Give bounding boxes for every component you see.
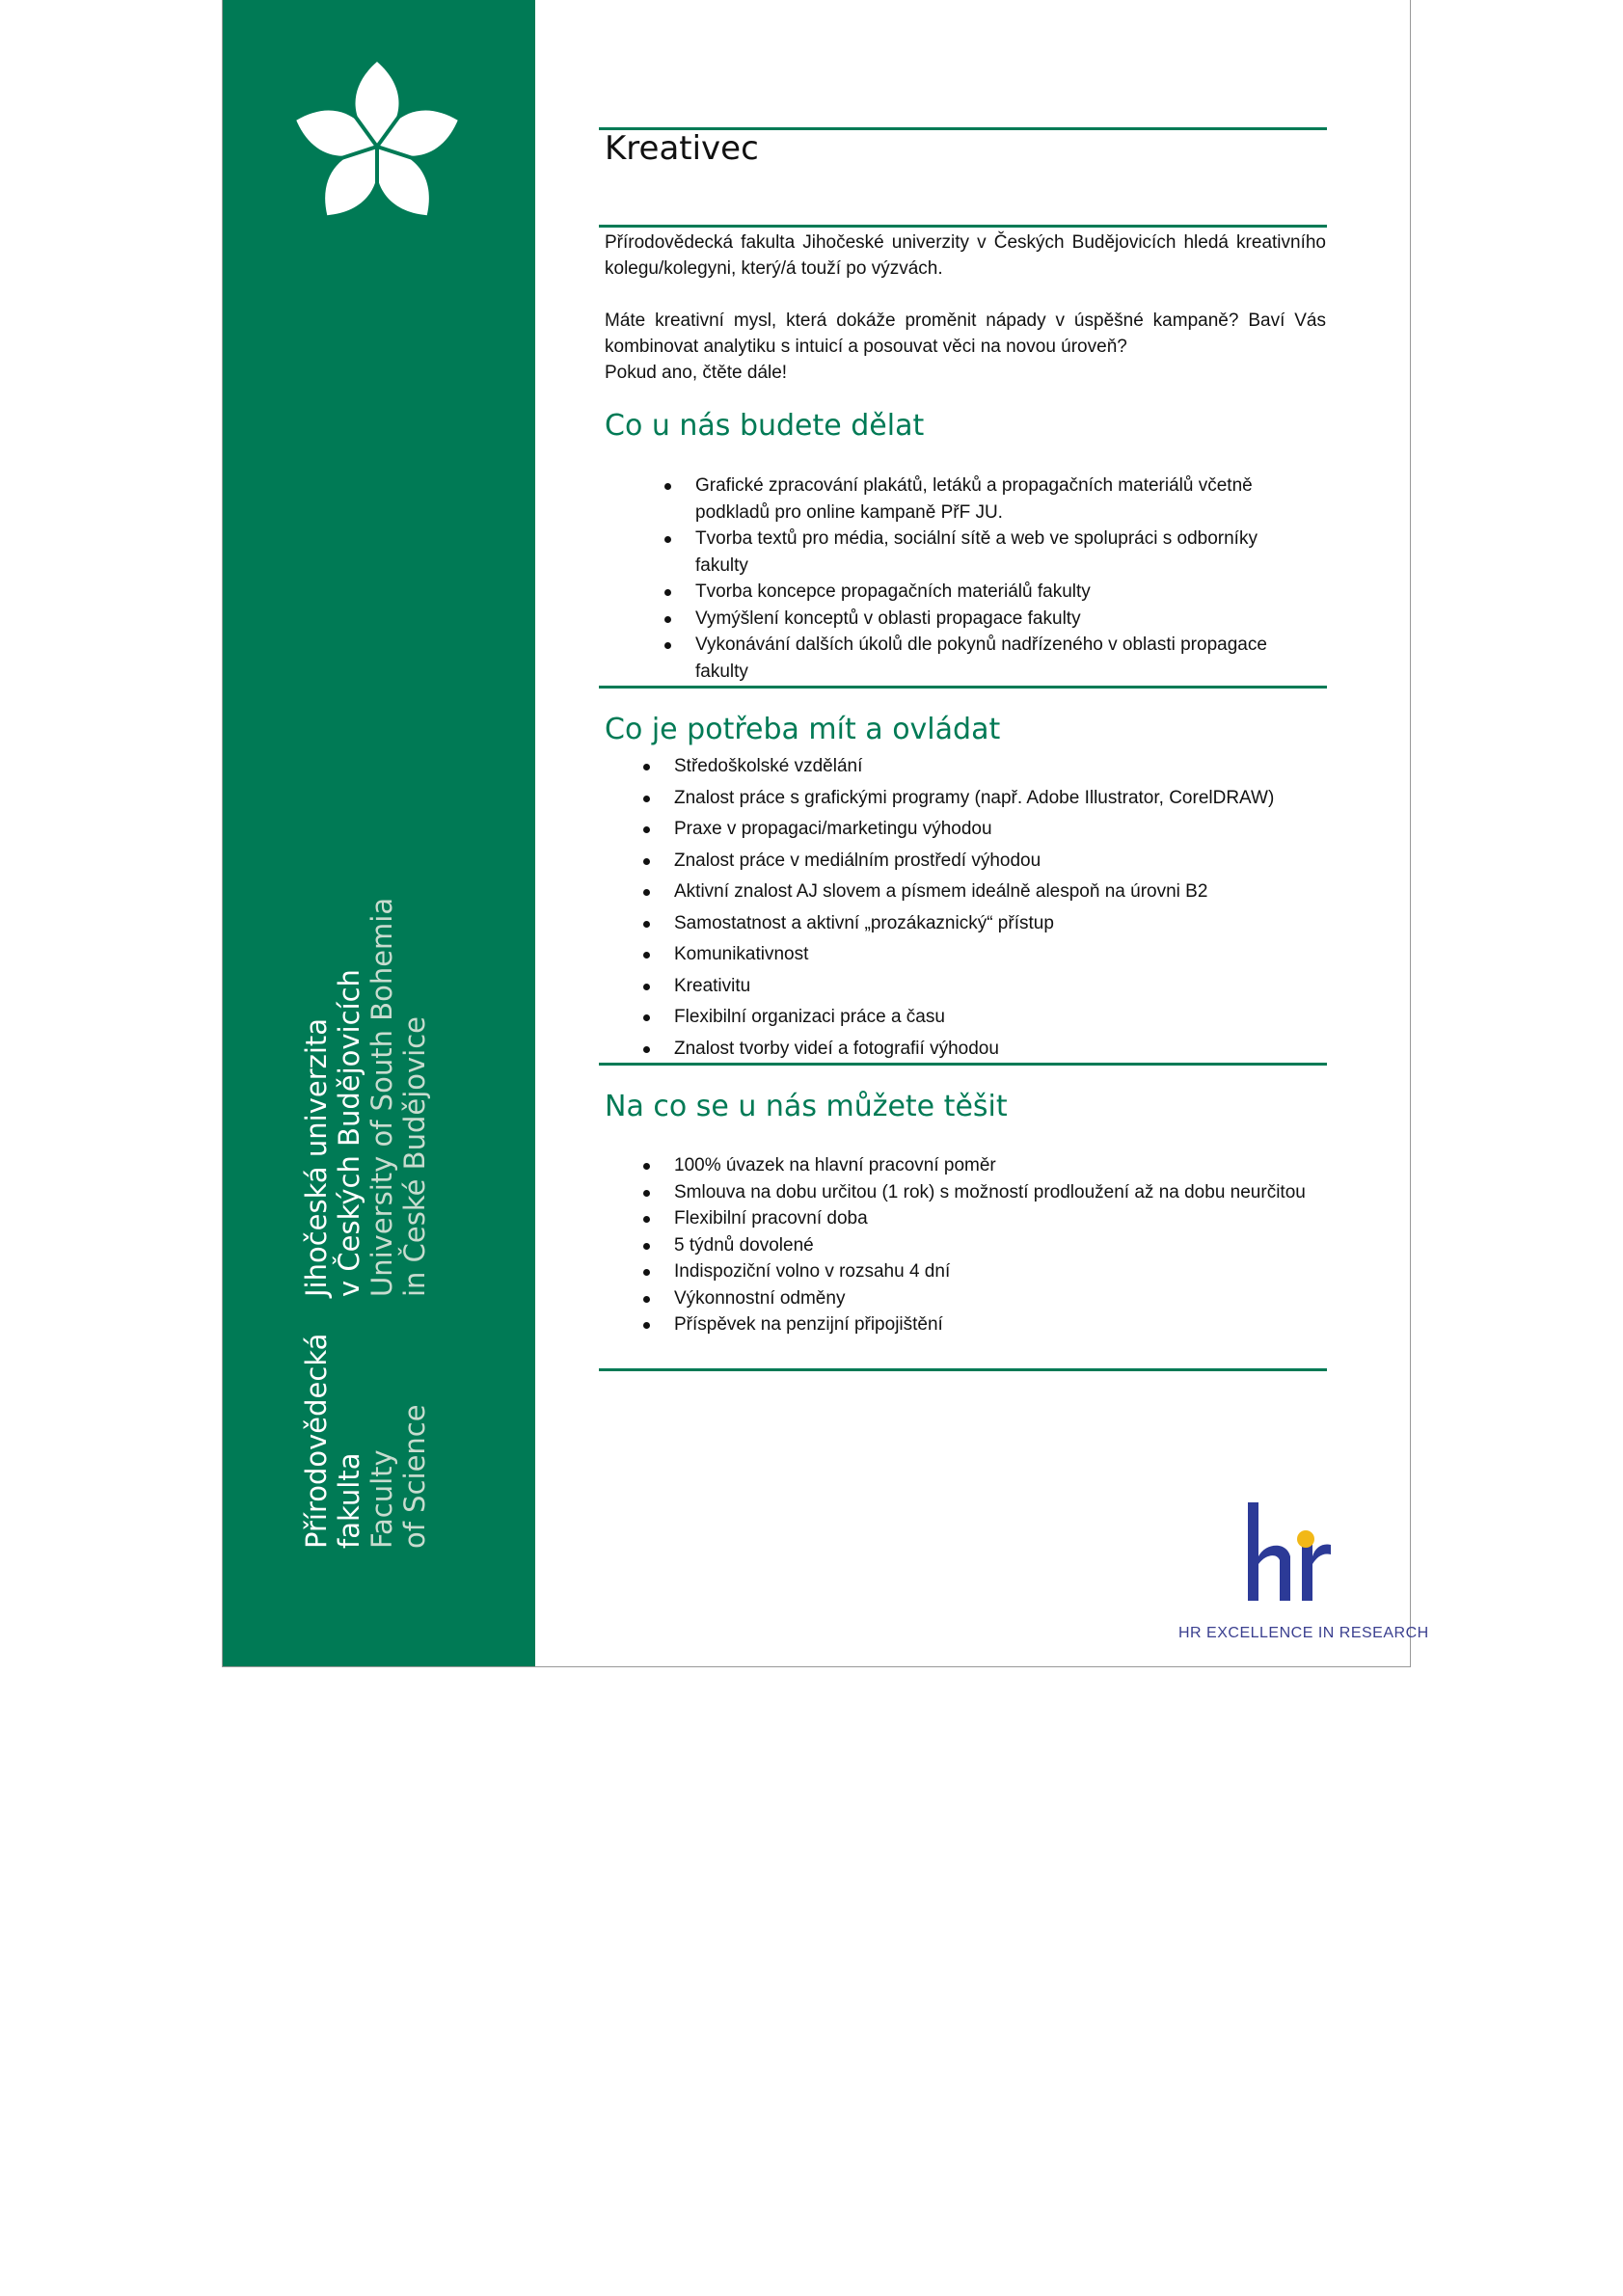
section-heading-requirements: Co je potřeba mít a ovládat — [605, 713, 1001, 746]
benefits-list — [674, 1152, 1311, 1338]
university-name-cz — [300, 969, 365, 1297]
section-heading-duties: Co u nás budete dělat — [605, 409, 925, 443]
sidebar-band — [223, 0, 535, 1666]
list-item: Středoškolské vzdělání — [674, 753, 1330, 780]
list-item: Grafické zpracování plakátů, letáků a propagačních materiálů včetně podkladů pro online kampaně PřF JU. — [695, 473, 1312, 526]
list-item: Tvorba koncepce propagačních materiálů fakulty — [695, 579, 1312, 606]
list-item: Znalost tvorby videí a fotografií výhodou — [674, 1036, 1330, 1063]
requirements-list — [674, 753, 1330, 1067]
list-item: Flexibilní pracovní doba — [674, 1205, 1311, 1232]
list-item: 100% úvazek na hlavní pracovní poměr — [674, 1152, 1311, 1179]
section-heading-benefits: Na co se u nás můžete těšit — [605, 1090, 1008, 1123]
faculty-name-cz — [300, 1334, 365, 1549]
university-en-line-2: in České Budějovice — [398, 1015, 431, 1297]
list-item: Flexibilní organizaci práce a času — [674, 1004, 1330, 1031]
faculty-name-en — [365, 1404, 431, 1549]
list-item: Smlouva na dobu určitou (1 rok) s možností prodloužení až na dobu neurčitou — [674, 1179, 1311, 1206]
list-item: Vykonávání dalších úkolů dle pokynů nadřízeného v oblasti propagace fakulty — [695, 632, 1312, 685]
list-item: Samostatnost a aktivní „prozákaznický“ přístup — [674, 910, 1330, 937]
university-flower-logo — [273, 39, 481, 241]
university-en-line-1: University of South Bohemia — [365, 897, 398, 1297]
list-item: Příspěvek na penzijní připojištění — [674, 1311, 1311, 1338]
list-item: Kreativitu — [674, 973, 1330, 1000]
title-bottom-rule — [599, 225, 1327, 228]
list-item: Znalost práce v mediálním prostředí výhodou — [674, 848, 1330, 875]
section-1-rule — [599, 686, 1327, 689]
hr-excellence-text: HR EXCELLENCE IN RESEARCH — [1178, 1625, 1429, 1641]
faculty-cz-line-2: fakulta — [333, 1452, 365, 1549]
section-3-rule — [599, 1368, 1327, 1371]
intro-text — [605, 230, 1326, 386]
intro-paragraph-2: Máte kreativní mysl, která dokáže proměnit nápady v úspěšné kampaně? Baví Vás kombinovat analytiku s intuicí a posouvat věci na novou úroveň? — [605, 311, 1326, 357]
list-item: Výkonnostní odměny — [674, 1285, 1311, 1312]
faculty-en-line-1: Faculty — [365, 1449, 398, 1549]
list-item: Aktivní znalost AJ slovem a písmem ideálně alespoň na úrovni B2 — [674, 878, 1330, 905]
faculty-cz-line-1: Přírodovědecká — [300, 1333, 333, 1549]
list-item: Praxe v propagaci/marketingu výhodou — [674, 816, 1330, 843]
list-item: 5 týdnů dovolené — [674, 1232, 1311, 1259]
university-cz-line-2: v Českých Budějovicích — [333, 969, 365, 1297]
list-item: Znalost práce s grafickými programy (např. Adobe Illustrator, CorelDRAW) — [674, 785, 1330, 812]
list-item: Komunikativnost — [674, 941, 1330, 968]
university-cz-line-1: Jihočeská univerzita — [300, 1017, 333, 1297]
job-title: Kreativec — [605, 129, 759, 168]
section-2-rule — [599, 1063, 1327, 1066]
list-item: Indispoziční volno v rozsahu 4 dní — [674, 1258, 1311, 1285]
faculty-en-line-2: of Science — [398, 1404, 431, 1549]
intro-paragraph-1: Přírodovědecká fakulta Jihočeské univerzity v Českých Budějovicích hledá kreativního kolegu/kolegyni, který/á touží po výzvách. — [605, 232, 1326, 279]
intro-paragraph-3: Pokud ano, čtěte dále! — [605, 363, 788, 383]
duties-list — [695, 473, 1312, 685]
hr-excellence-logo — [1244, 1500, 1333, 1603]
list-item: Tvorba textů pro média, sociální sítě a web ve spolupráci s odborníky fakulty — [695, 526, 1312, 579]
university-name-en — [365, 898, 431, 1297]
document-page — [222, 0, 1411, 1667]
list-item: Vymýšlení konceptů v oblasti propagace fakulty — [695, 606, 1312, 633]
